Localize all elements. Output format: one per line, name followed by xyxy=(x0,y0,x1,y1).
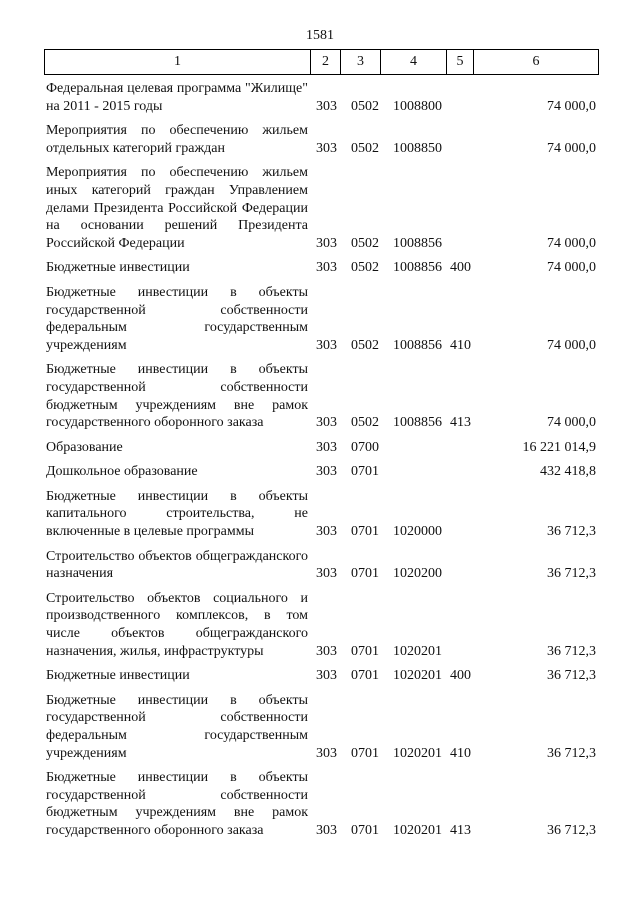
row-amount: 74 000,0 xyxy=(547,98,596,114)
column-header-table xyxy=(44,49,599,75)
row-ministry-code: 303 xyxy=(316,337,337,353)
row-ministry-code: 303 xyxy=(316,98,337,114)
row-name: Бюджетные инвестиции xyxy=(46,668,190,684)
row-name: Дошкольное образование xyxy=(46,464,198,480)
row-amount: 74 000,0 xyxy=(547,260,596,276)
row-amount: 74 000,0 xyxy=(547,140,596,156)
table-row xyxy=(0,667,640,685)
table-row xyxy=(0,361,640,431)
row-ministry-code: 303 xyxy=(316,745,337,761)
row-name: Бюджетные инвестиции в объекты государственной собственности федеральным государственным учреждениям xyxy=(46,692,308,761)
table-row xyxy=(0,488,640,541)
row-ministry-code: 303 xyxy=(316,566,337,582)
table-row xyxy=(0,122,640,157)
row-expense-code: 410 xyxy=(450,337,471,353)
column-header-2: 2 xyxy=(311,50,341,75)
row-ministry-code: 303 xyxy=(316,260,337,276)
table-row xyxy=(0,284,640,354)
row-section-code: 0502 xyxy=(351,140,379,156)
column-header-row xyxy=(45,50,599,75)
row-amount: 74 000,0 xyxy=(547,235,596,251)
row-target-code: 1020201 xyxy=(393,643,442,659)
row-ministry-code: 303 xyxy=(316,439,337,455)
row-target-code: 1020201 xyxy=(393,745,442,761)
table-row xyxy=(0,692,640,762)
row-ministry-code: 303 xyxy=(316,140,337,156)
row-name: Образование xyxy=(46,439,123,455)
row-name: Бюджетные инвестиции в объекты государственной собственности бюджетным учреждениям вне рамок государственного оборонного заказа xyxy=(46,770,308,838)
row-target-code: 1020201 xyxy=(393,668,442,684)
row-name: Строительство объектов общегражданского назначения xyxy=(46,548,308,582)
row-expense-code: 400 xyxy=(450,260,471,276)
row-section-code: 0502 xyxy=(351,235,379,251)
row-name: Бюджетные инвестиции в объекты государственной собственности федеральным государственным учреждениям xyxy=(46,284,308,353)
row-target-code: 1020000 xyxy=(393,524,442,540)
row-target-code: 1008856 xyxy=(393,260,442,276)
row-section-code: 0502 xyxy=(351,337,379,353)
column-header-5: 5 xyxy=(447,50,474,75)
column-header-3: 3 xyxy=(341,50,381,75)
table-row xyxy=(0,164,640,252)
row-amount: 432 418,8 xyxy=(540,464,596,480)
row-ministry-code: 303 xyxy=(316,524,337,540)
row-ministry-code: 303 xyxy=(316,464,337,480)
row-section-code: 0502 xyxy=(351,98,379,114)
row-section-code: 0701 xyxy=(351,566,379,582)
row-expense-code: 400 xyxy=(450,668,471,684)
row-name: Мероприятия по обеспечению жильем иных категорий граждан Управлением делами Президента Российской Федерации на основании решений Президента Российской Федерации xyxy=(46,165,308,251)
row-section-code: 0701 xyxy=(351,668,379,684)
budget-rows xyxy=(0,80,640,847)
row-amount: 36 712,3 xyxy=(547,822,596,838)
row-section-code: 0701 xyxy=(351,745,379,761)
row-amount: 36 712,3 xyxy=(547,524,596,540)
column-header-6: 6 xyxy=(474,50,599,75)
table-row xyxy=(0,259,640,277)
column-header-1: 1 xyxy=(45,50,311,75)
column-header-4: 4 xyxy=(381,50,447,75)
row-amount: 36 712,3 xyxy=(547,643,596,659)
row-amount: 74 000,0 xyxy=(547,415,596,431)
row-target-code: 1008856 xyxy=(393,337,442,353)
row-name: Мероприятия по обеспечению жильем отдельных категорий граждан xyxy=(46,123,308,156)
row-section-code: 0502 xyxy=(351,415,379,431)
row-expense-code: 413 xyxy=(450,415,471,431)
row-ministry-code: 303 xyxy=(316,235,337,251)
row-target-code: 1020200 xyxy=(393,566,442,582)
table-row xyxy=(0,548,640,583)
row-amount: 36 712,3 xyxy=(547,668,596,684)
row-section-code: 0701 xyxy=(351,643,379,659)
row-name: Федеральная целевая программа "Жилище" на 2011 - 2015 годы xyxy=(46,81,308,114)
row-target-code: 1020201 xyxy=(393,822,442,838)
row-name: Бюджетные инвестиции в объекты государственной собственности бюджетным учреждениям вне рамок государственного оборонного заказа xyxy=(46,362,308,431)
page-number: 1581 xyxy=(306,28,334,43)
row-ministry-code: 303 xyxy=(316,668,337,684)
table-row xyxy=(0,463,640,481)
row-target-code: 1008856 xyxy=(393,415,442,431)
row-section-code: 0701 xyxy=(351,464,379,480)
row-target-code: 1008800 xyxy=(393,98,442,114)
row-ministry-code: 303 xyxy=(316,643,337,659)
row-target-code: 1008850 xyxy=(393,140,442,156)
table-row xyxy=(0,769,640,839)
row-section-code: 0701 xyxy=(351,822,379,838)
row-section-code: 0700 xyxy=(351,439,379,455)
row-section-code: 0502 xyxy=(351,260,379,276)
row-section-code: 0701 xyxy=(351,524,379,540)
table-row xyxy=(0,439,640,457)
row-name: Бюджетные инвестиции xyxy=(46,260,190,276)
row-expense-code: 410 xyxy=(450,745,471,761)
row-amount: 36 712,3 xyxy=(547,566,596,582)
row-expense-code: 413 xyxy=(450,822,471,838)
row-target-code: 1008856 xyxy=(393,235,442,251)
row-amount: 16 221 014,9 xyxy=(522,439,596,455)
table-row xyxy=(0,590,640,660)
row-amount: 36 712,3 xyxy=(547,745,596,761)
table-row xyxy=(0,80,640,115)
row-name: Бюджетные инвестиции в объекты капитального строительства, не включенные в целевые программы xyxy=(46,488,308,540)
row-ministry-code: 303 xyxy=(316,822,337,838)
row-name: Строительство объектов социального и производственного комплексов, в том числе объектов общегражданского назначения, жилья, инфраструктуры xyxy=(46,590,308,659)
row-amount: 74 000,0 xyxy=(547,337,596,353)
row-ministry-code: 303 xyxy=(316,415,337,431)
